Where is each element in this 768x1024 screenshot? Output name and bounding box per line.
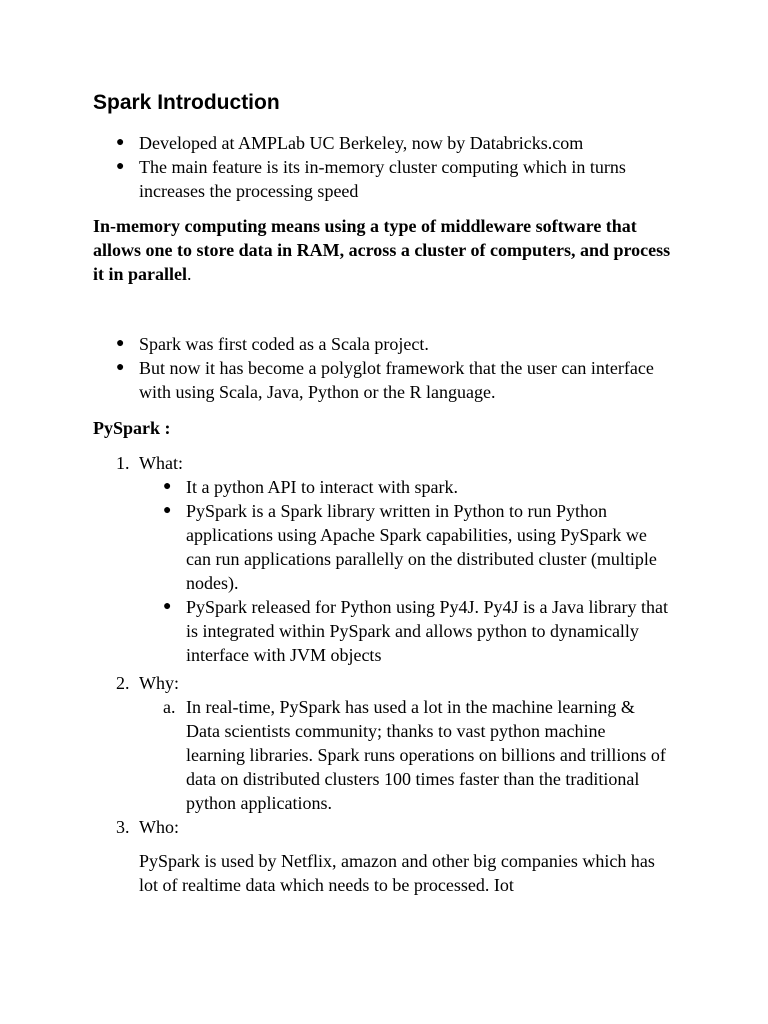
list-marker: 2. — [116, 673, 130, 693]
bullet-icon: ● — [163, 503, 172, 518]
bullet-icon: ● — [116, 135, 125, 150]
list-item-text: PySpark is a Spark library written in Python to run Python applications using Apache Spark capabilities, using PySpark we can run applications parallelly on the distributed cluster (multiple nodes). — [186, 501, 657, 593]
list-item — [0, 475, 676, 499]
bullet-icon: ● — [163, 479, 172, 494]
what-sub-bullets — [0, 475, 768, 667]
list-marker: a. — [163, 697, 176, 717]
page-title: Spark Introduction — [93, 91, 280, 114]
bullet-icon: ● — [116, 159, 125, 174]
bullet-icon: ● — [163, 599, 172, 614]
list-item-text: But now it has become a polyglot framework that the user can interface with using Scala, Java, Python or the R language. — [139, 358, 654, 402]
list-item — [0, 499, 676, 595]
list-item-text: PySpark released for Python using Py4J. Py4J is a Java library that is integrated within PySpark and allows python to dynamically interface with JVM objects — [186, 597, 668, 665]
list-item-text: Developed at AMPLab UC Berkeley, now by Databricks.com — [139, 133, 584, 153]
list-item-text: Spark was first coded as a Scala project. — [139, 334, 429, 354]
section-who — [0, 815, 768, 895]
section-what — [0, 451, 768, 667]
definition-bold-text: In-memory computing means using a type of middleware software that allows one to store data in RAM, across a cluster of computers, and process it in parallel — [93, 216, 671, 284]
list-item-text: The main feature is its in-memory cluster computing which in turns increases the processing speed — [139, 157, 626, 201]
numbered-item — [0, 815, 768, 839]
list-item-text: It a python API to interact with spark. — [186, 477, 458, 497]
spark-bullet-list — [0, 332, 768, 404]
list-item — [0, 595, 676, 667]
definition-tail: . — [187, 264, 192, 284]
list-marker: 1. — [116, 453, 130, 473]
lettered-item — [0, 695, 666, 815]
numbered-item — [0, 671, 768, 695]
who-paragraph: PySpark is used by Netflix, amazon and other big companies which has lot of realtime data which needs to be processed. Iot — [139, 851, 655, 895]
section-why — [0, 671, 768, 815]
definition-paragraph — [93, 214, 675, 286]
section-label: Who: — [139, 817, 179, 837]
section-label: What: — [139, 453, 183, 473]
list-item — [0, 332, 659, 356]
intro-bullet-list — [0, 131, 768, 203]
numbered-item — [0, 451, 768, 475]
bullet-icon: ● — [116, 336, 125, 351]
list-marker: 3. — [116, 817, 130, 837]
list-item — [0, 155, 659, 203]
list-item-text: In real-time, PySpark has used a lot in the machine learning & Data scientists community; thanks to vast python machine learning libraries. Spark runs operations on billions and trillions of data on distributed clusters 100 times faster than the traditional python applications. — [186, 697, 666, 813]
bullet-icon: ● — [116, 360, 125, 375]
list-item — [0, 131, 659, 155]
list-item — [0, 356, 659, 404]
pyspark-heading: PySpark : — [93, 418, 171, 438]
section-label: Why: — [139, 673, 179, 693]
